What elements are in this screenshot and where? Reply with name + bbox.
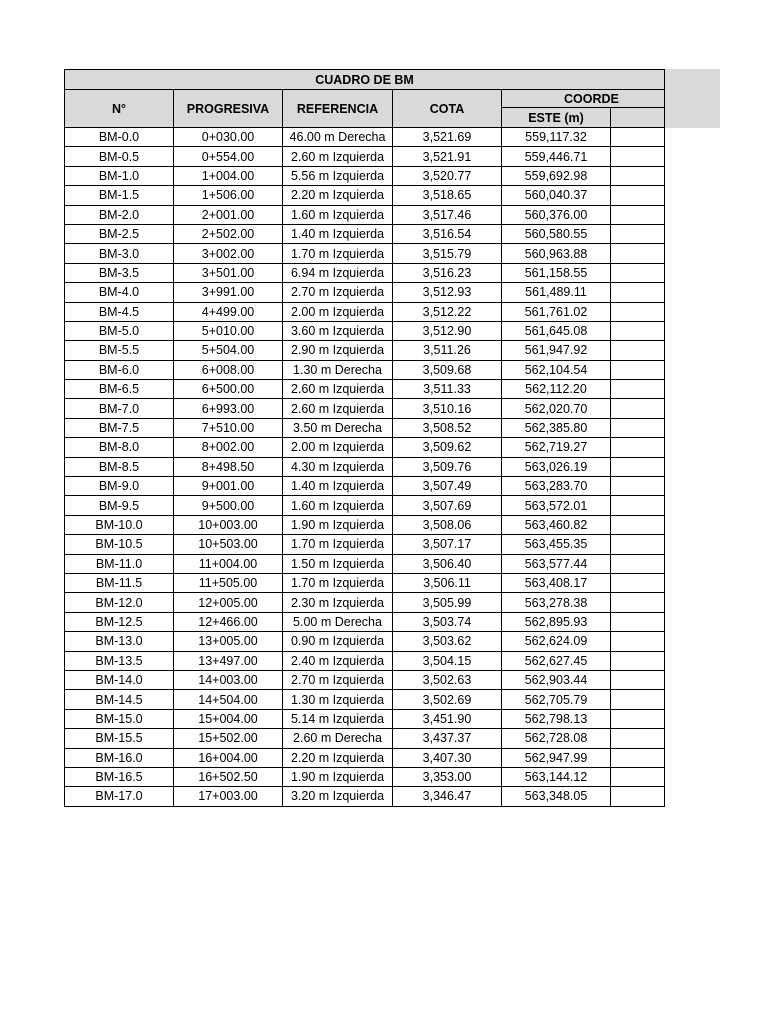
cell-este: 561,947.92 bbox=[502, 341, 611, 360]
cell-referencia: 2.60 m Izquierda bbox=[283, 399, 393, 418]
table-row bbox=[65, 321, 665, 340]
cell-referencia: 2.70 m Izquierda bbox=[283, 670, 393, 689]
cell-este: 562,104.54 bbox=[502, 360, 611, 379]
table-row bbox=[65, 457, 665, 476]
cell-este: 563,278.38 bbox=[502, 593, 611, 612]
cell-este: 560,963.88 bbox=[502, 244, 611, 263]
cell-progresiva: 15+004.00 bbox=[174, 709, 283, 728]
cell-next bbox=[611, 418, 665, 437]
header-next-cell bbox=[611, 108, 665, 128]
cell-n: BM-4.5 bbox=[65, 302, 174, 321]
cell-n: BM-17.0 bbox=[65, 787, 174, 806]
table-row bbox=[65, 515, 665, 534]
cell-este: 563,408.17 bbox=[502, 573, 611, 592]
cell-next bbox=[611, 302, 665, 321]
cell-cota: 3,517.46 bbox=[393, 205, 502, 224]
cell-cota: 3,515.79 bbox=[393, 244, 502, 263]
header-este: ESTE (m) bbox=[502, 108, 611, 128]
cell-referencia: 2.00 m Izquierda bbox=[283, 302, 393, 321]
cell-referencia: 0.90 m Izquierda bbox=[283, 632, 393, 651]
cell-progresiva: 1+506.00 bbox=[174, 186, 283, 205]
cell-referencia: 1.60 m Izquierda bbox=[283, 496, 393, 515]
cell-n: BM-1.5 bbox=[65, 186, 174, 205]
cell-cota: 3,507.49 bbox=[393, 477, 502, 496]
cell-cota: 3,510.16 bbox=[393, 399, 502, 418]
cell-next bbox=[611, 147, 665, 166]
cell-cota: 3,506.11 bbox=[393, 573, 502, 592]
table-row bbox=[65, 147, 665, 166]
cell-progresiva: 16+502.50 bbox=[174, 767, 283, 786]
table-row bbox=[65, 729, 665, 748]
cell-progresiva: 11+505.00 bbox=[174, 573, 283, 592]
cell-este: 563,026.19 bbox=[502, 457, 611, 476]
cell-progresiva: 5+010.00 bbox=[174, 321, 283, 340]
cell-cota: 3,516.23 bbox=[393, 263, 502, 282]
cell-este: 562,624.09 bbox=[502, 632, 611, 651]
cell-referencia: 2.90 m Izquierda bbox=[283, 341, 393, 360]
cell-progresiva: 3+501.00 bbox=[174, 263, 283, 282]
cell-n: BM-5.0 bbox=[65, 321, 174, 340]
cell-cota: 3,503.74 bbox=[393, 612, 502, 631]
table-row bbox=[65, 380, 665, 399]
cell-n: BM-16.5 bbox=[65, 767, 174, 786]
cell-referencia: 3.60 m Izquierda bbox=[283, 321, 393, 340]
cell-este: 559,692.98 bbox=[502, 166, 611, 185]
cell-este: 561,158.55 bbox=[502, 263, 611, 282]
cell-este: 559,446.71 bbox=[502, 147, 611, 166]
cell-cota: 3,503.62 bbox=[393, 632, 502, 651]
table-row bbox=[65, 438, 665, 457]
cell-n: BM-9.0 bbox=[65, 477, 174, 496]
cell-este: 562,719.27 bbox=[502, 438, 611, 457]
cell-next bbox=[611, 748, 665, 767]
cell-cota: 3,504.15 bbox=[393, 651, 502, 670]
cell-cota: 3,353.00 bbox=[393, 767, 502, 786]
cell-next bbox=[611, 263, 665, 282]
table-row bbox=[65, 263, 665, 282]
cell-referencia: 2.00 m Izquierda bbox=[283, 438, 393, 457]
cell-next bbox=[611, 496, 665, 515]
cell-referencia: 2.60 m Izquierda bbox=[283, 147, 393, 166]
cell-next bbox=[611, 632, 665, 651]
table-row bbox=[65, 554, 665, 573]
cell-este: 561,761.02 bbox=[502, 302, 611, 321]
table-row bbox=[65, 477, 665, 496]
cell-cota: 3,508.52 bbox=[393, 418, 502, 437]
cell-progresiva: 6+993.00 bbox=[174, 399, 283, 418]
cell-next bbox=[611, 787, 665, 806]
table-row bbox=[65, 418, 665, 437]
cell-n: BM-0.5 bbox=[65, 147, 174, 166]
cell-progresiva: 6+500.00 bbox=[174, 380, 283, 399]
cell-n: BM-8.5 bbox=[65, 457, 174, 476]
cell-cota: 3,521.91 bbox=[393, 147, 502, 166]
cell-next bbox=[611, 670, 665, 689]
cell-n: BM-13.5 bbox=[65, 651, 174, 670]
cell-cota: 3,509.62 bbox=[393, 438, 502, 457]
cell-n: BM-11.0 bbox=[65, 554, 174, 573]
cell-referencia: 46.00 m Derecha bbox=[283, 128, 393, 147]
cell-next bbox=[611, 515, 665, 534]
cell-next bbox=[611, 321, 665, 340]
cell-cota: 3,502.63 bbox=[393, 670, 502, 689]
cell-n: BM-10.5 bbox=[65, 535, 174, 554]
cell-progresiva: 4+499.00 bbox=[174, 302, 283, 321]
cell-progresiva: 1+004.00 bbox=[174, 166, 283, 185]
header-referencia: REFERENCIA bbox=[283, 90, 393, 128]
cell-n: BM-7.0 bbox=[65, 399, 174, 418]
cell-n: BM-6.0 bbox=[65, 360, 174, 379]
cell-n: BM-2.0 bbox=[65, 205, 174, 224]
cell-progresiva: 0+030.00 bbox=[174, 128, 283, 147]
cell-n: BM-8.0 bbox=[65, 438, 174, 457]
cell-referencia: 3.50 m Derecha bbox=[283, 418, 393, 437]
cell-este: 559,117.32 bbox=[502, 128, 611, 147]
cell-next bbox=[611, 477, 665, 496]
cell-progresiva: 10+003.00 bbox=[174, 515, 283, 534]
cell-este: 562,895.93 bbox=[502, 612, 611, 631]
cell-n: BM-5.5 bbox=[65, 341, 174, 360]
cell-next bbox=[611, 535, 665, 554]
table-row bbox=[65, 573, 665, 592]
cell-referencia: 1.40 m Izquierda bbox=[283, 224, 393, 243]
cell-cota: 3,505.99 bbox=[393, 593, 502, 612]
table-row bbox=[65, 690, 665, 709]
table-row bbox=[65, 128, 665, 147]
cell-cota: 3,437.37 bbox=[393, 729, 502, 748]
cell-referencia: 1.70 m Izquierda bbox=[283, 535, 393, 554]
cell-progresiva: 16+004.00 bbox=[174, 748, 283, 767]
cell-referencia: 5.56 m Izquierda bbox=[283, 166, 393, 185]
cell-progresiva: 14+003.00 bbox=[174, 670, 283, 689]
cell-next bbox=[611, 244, 665, 263]
cell-cota: 3,507.69 bbox=[393, 496, 502, 515]
cell-next bbox=[611, 457, 665, 476]
cell-este: 562,112.20 bbox=[502, 380, 611, 399]
cell-next bbox=[611, 186, 665, 205]
cell-progresiva: 2+001.00 bbox=[174, 205, 283, 224]
cell-progresiva: 12+466.00 bbox=[174, 612, 283, 631]
cell-cota: 3,346.47 bbox=[393, 787, 502, 806]
cell-next bbox=[611, 593, 665, 612]
cell-cota: 3,506.40 bbox=[393, 554, 502, 573]
cell-n: BM-6.5 bbox=[65, 380, 174, 399]
cell-este: 563,144.12 bbox=[502, 767, 611, 786]
cell-este: 562,798.13 bbox=[502, 709, 611, 728]
cell-referencia: 1.30 m Izquierda bbox=[283, 690, 393, 709]
cell-referencia: 2.30 m Izquierda bbox=[283, 593, 393, 612]
cell-este: 562,728.08 bbox=[502, 729, 611, 748]
cell-cota: 3,508.06 bbox=[393, 515, 502, 534]
table-row bbox=[65, 748, 665, 767]
cell-progresiva: 13+497.00 bbox=[174, 651, 283, 670]
cell-este: 562,947.99 bbox=[502, 748, 611, 767]
cell-este: 560,376.00 bbox=[502, 205, 611, 224]
cell-next bbox=[611, 573, 665, 592]
cell-next bbox=[611, 612, 665, 631]
header-progresiva: PROGRESIVA bbox=[174, 90, 283, 128]
cell-referencia: 2.60 m Izquierda bbox=[283, 380, 393, 399]
table-row bbox=[65, 360, 665, 379]
cell-progresiva: 0+554.00 bbox=[174, 147, 283, 166]
cell-next bbox=[611, 709, 665, 728]
cell-progresiva: 10+503.00 bbox=[174, 535, 283, 554]
cell-n: BM-3.5 bbox=[65, 263, 174, 282]
cell-cota: 3,502.69 bbox=[393, 690, 502, 709]
cell-cota: 3,516.54 bbox=[393, 224, 502, 243]
cell-este: 560,580.55 bbox=[502, 224, 611, 243]
cell-progresiva: 2+502.00 bbox=[174, 224, 283, 243]
cell-progresiva: 12+005.00 bbox=[174, 593, 283, 612]
cell-progresiva: 6+008.00 bbox=[174, 360, 283, 379]
cell-n: BM-13.0 bbox=[65, 632, 174, 651]
cell-n: BM-2.5 bbox=[65, 224, 174, 243]
cell-este: 563,577.44 bbox=[502, 554, 611, 573]
table-row bbox=[65, 535, 665, 554]
cell-next bbox=[611, 690, 665, 709]
cell-progresiva: 5+504.00 bbox=[174, 341, 283, 360]
cell-n: BM-12.0 bbox=[65, 593, 174, 612]
table-row bbox=[65, 283, 665, 302]
cell-progresiva: 11+004.00 bbox=[174, 554, 283, 573]
cell-progresiva: 15+502.00 bbox=[174, 729, 283, 748]
cell-cota: 3,512.22 bbox=[393, 302, 502, 321]
cell-referencia: 1.90 m Izquierda bbox=[283, 515, 393, 534]
cell-progresiva: 17+003.00 bbox=[174, 787, 283, 806]
cell-n: BM-0.0 bbox=[65, 128, 174, 147]
cell-referencia: 1.90 m Izquierda bbox=[283, 767, 393, 786]
cell-n: BM-15.5 bbox=[65, 729, 174, 748]
cell-n: BM-16.0 bbox=[65, 748, 174, 767]
table-row bbox=[65, 670, 665, 689]
cell-cota: 3,512.90 bbox=[393, 321, 502, 340]
cell-next bbox=[611, 360, 665, 379]
cell-progresiva: 9+500.00 bbox=[174, 496, 283, 515]
cell-next bbox=[611, 205, 665, 224]
header-coordenadas: COORDE bbox=[502, 90, 665, 108]
cell-n: BM-12.5 bbox=[65, 612, 174, 631]
table-row bbox=[65, 302, 665, 321]
table-body bbox=[65, 128, 665, 807]
cell-referencia: 2.40 m Izquierda bbox=[283, 651, 393, 670]
cell-n: BM-14.0 bbox=[65, 670, 174, 689]
table-row bbox=[65, 224, 665, 243]
cell-este: 563,460.82 bbox=[502, 515, 611, 534]
cell-este: 562,627.45 bbox=[502, 651, 611, 670]
cell-cota: 3,451.90 bbox=[393, 709, 502, 728]
cell-cota: 3,511.26 bbox=[393, 341, 502, 360]
cell-progresiva: 7+510.00 bbox=[174, 418, 283, 437]
cell-next bbox=[611, 283, 665, 302]
cell-progresiva: 3+991.00 bbox=[174, 283, 283, 302]
cell-este: 563,283.70 bbox=[502, 477, 611, 496]
cell-este: 562,385.80 bbox=[502, 418, 611, 437]
cell-cota: 3,509.76 bbox=[393, 457, 502, 476]
cell-este: 563,348.05 bbox=[502, 787, 611, 806]
table-title: CUADRO DE BM bbox=[65, 70, 665, 90]
cell-referencia: 5.14 m Izquierda bbox=[283, 709, 393, 728]
cell-cota: 3,511.33 bbox=[393, 380, 502, 399]
cell-referencia: 1.50 m Izquierda bbox=[283, 554, 393, 573]
cell-progresiva: 13+005.00 bbox=[174, 632, 283, 651]
cell-next bbox=[611, 554, 665, 573]
cell-este: 563,455.35 bbox=[502, 535, 611, 554]
cell-n: BM-3.0 bbox=[65, 244, 174, 263]
header-cota: COTA bbox=[393, 90, 502, 128]
cell-referencia: 6.94 m Izquierda bbox=[283, 263, 393, 282]
cell-referencia: 1.40 m Izquierda bbox=[283, 477, 393, 496]
cell-referencia: 1.70 m Izquierda bbox=[283, 244, 393, 263]
cell-n: BM-9.5 bbox=[65, 496, 174, 515]
cell-cota: 3,520.77 bbox=[393, 166, 502, 185]
cell-este: 561,489.11 bbox=[502, 283, 611, 302]
cell-next bbox=[611, 399, 665, 418]
table-row bbox=[65, 399, 665, 418]
cell-n: BM-10.0 bbox=[65, 515, 174, 534]
cell-cota: 3,507.17 bbox=[393, 535, 502, 554]
header-n: N° bbox=[65, 90, 174, 128]
cell-progresiva: 8+002.00 bbox=[174, 438, 283, 457]
table-row bbox=[65, 787, 665, 806]
table-row bbox=[65, 612, 665, 631]
cell-este: 562,705.79 bbox=[502, 690, 611, 709]
cell-n: BM-14.5 bbox=[65, 690, 174, 709]
cell-cota: 3,407.30 bbox=[393, 748, 502, 767]
cell-n: BM-15.0 bbox=[65, 709, 174, 728]
table-row bbox=[65, 341, 665, 360]
cell-referencia: 3.20 m Izquierda bbox=[283, 787, 393, 806]
cell-next bbox=[611, 341, 665, 360]
cell-next bbox=[611, 438, 665, 457]
cell-este: 562,903.44 bbox=[502, 670, 611, 689]
cell-progresiva: 9+001.00 bbox=[174, 477, 283, 496]
table-row bbox=[65, 496, 665, 515]
cell-este: 562,020.70 bbox=[502, 399, 611, 418]
cell-progresiva: 14+504.00 bbox=[174, 690, 283, 709]
cell-next bbox=[611, 651, 665, 670]
cell-referencia: 1.30 m Derecha bbox=[283, 360, 393, 379]
cell-cota: 3,518.65 bbox=[393, 186, 502, 205]
cell-next bbox=[611, 224, 665, 243]
cell-next bbox=[611, 166, 665, 185]
cell-next bbox=[611, 767, 665, 786]
table-row bbox=[65, 593, 665, 612]
cell-referencia: 4.30 m Izquierda bbox=[283, 457, 393, 476]
cell-next bbox=[611, 729, 665, 748]
cell-progresiva: 3+002.00 bbox=[174, 244, 283, 263]
table-row bbox=[65, 186, 665, 205]
cell-este: 561,645.08 bbox=[502, 321, 611, 340]
cell-next bbox=[611, 128, 665, 147]
cell-next bbox=[611, 380, 665, 399]
cell-referencia: 1.60 m Izquierda bbox=[283, 205, 393, 224]
cell-este: 560,040.37 bbox=[502, 186, 611, 205]
cell-este: 563,572.01 bbox=[502, 496, 611, 515]
cell-n: BM-4.0 bbox=[65, 283, 174, 302]
cell-referencia: 2.70 m Izquierda bbox=[283, 283, 393, 302]
cell-referencia: 2.20 m Izquierda bbox=[283, 748, 393, 767]
table-row bbox=[65, 205, 665, 224]
cell-n: BM-11.5 bbox=[65, 573, 174, 592]
cell-referencia: 2.20 m Izquierda bbox=[283, 186, 393, 205]
table-row bbox=[65, 709, 665, 728]
cell-cota: 3,521.69 bbox=[393, 128, 502, 147]
table-row bbox=[65, 166, 665, 185]
table-row bbox=[65, 244, 665, 263]
table-row bbox=[65, 767, 665, 786]
cell-referencia: 5.00 m Derecha bbox=[283, 612, 393, 631]
table-row bbox=[65, 651, 665, 670]
table-row bbox=[65, 632, 665, 651]
cell-referencia: 1.70 m Izquierda bbox=[283, 573, 393, 592]
cell-n: BM-7.5 bbox=[65, 418, 174, 437]
cell-cota: 3,512.93 bbox=[393, 283, 502, 302]
cell-cota: 3,509.68 bbox=[393, 360, 502, 379]
cell-progresiva: 8+498.50 bbox=[174, 457, 283, 476]
cell-referencia: 2.60 m Derecha bbox=[283, 729, 393, 748]
bm-table-container bbox=[64, 69, 619, 808]
cell-n: BM-1.0 bbox=[65, 166, 174, 185]
bm-table bbox=[64, 69, 665, 807]
